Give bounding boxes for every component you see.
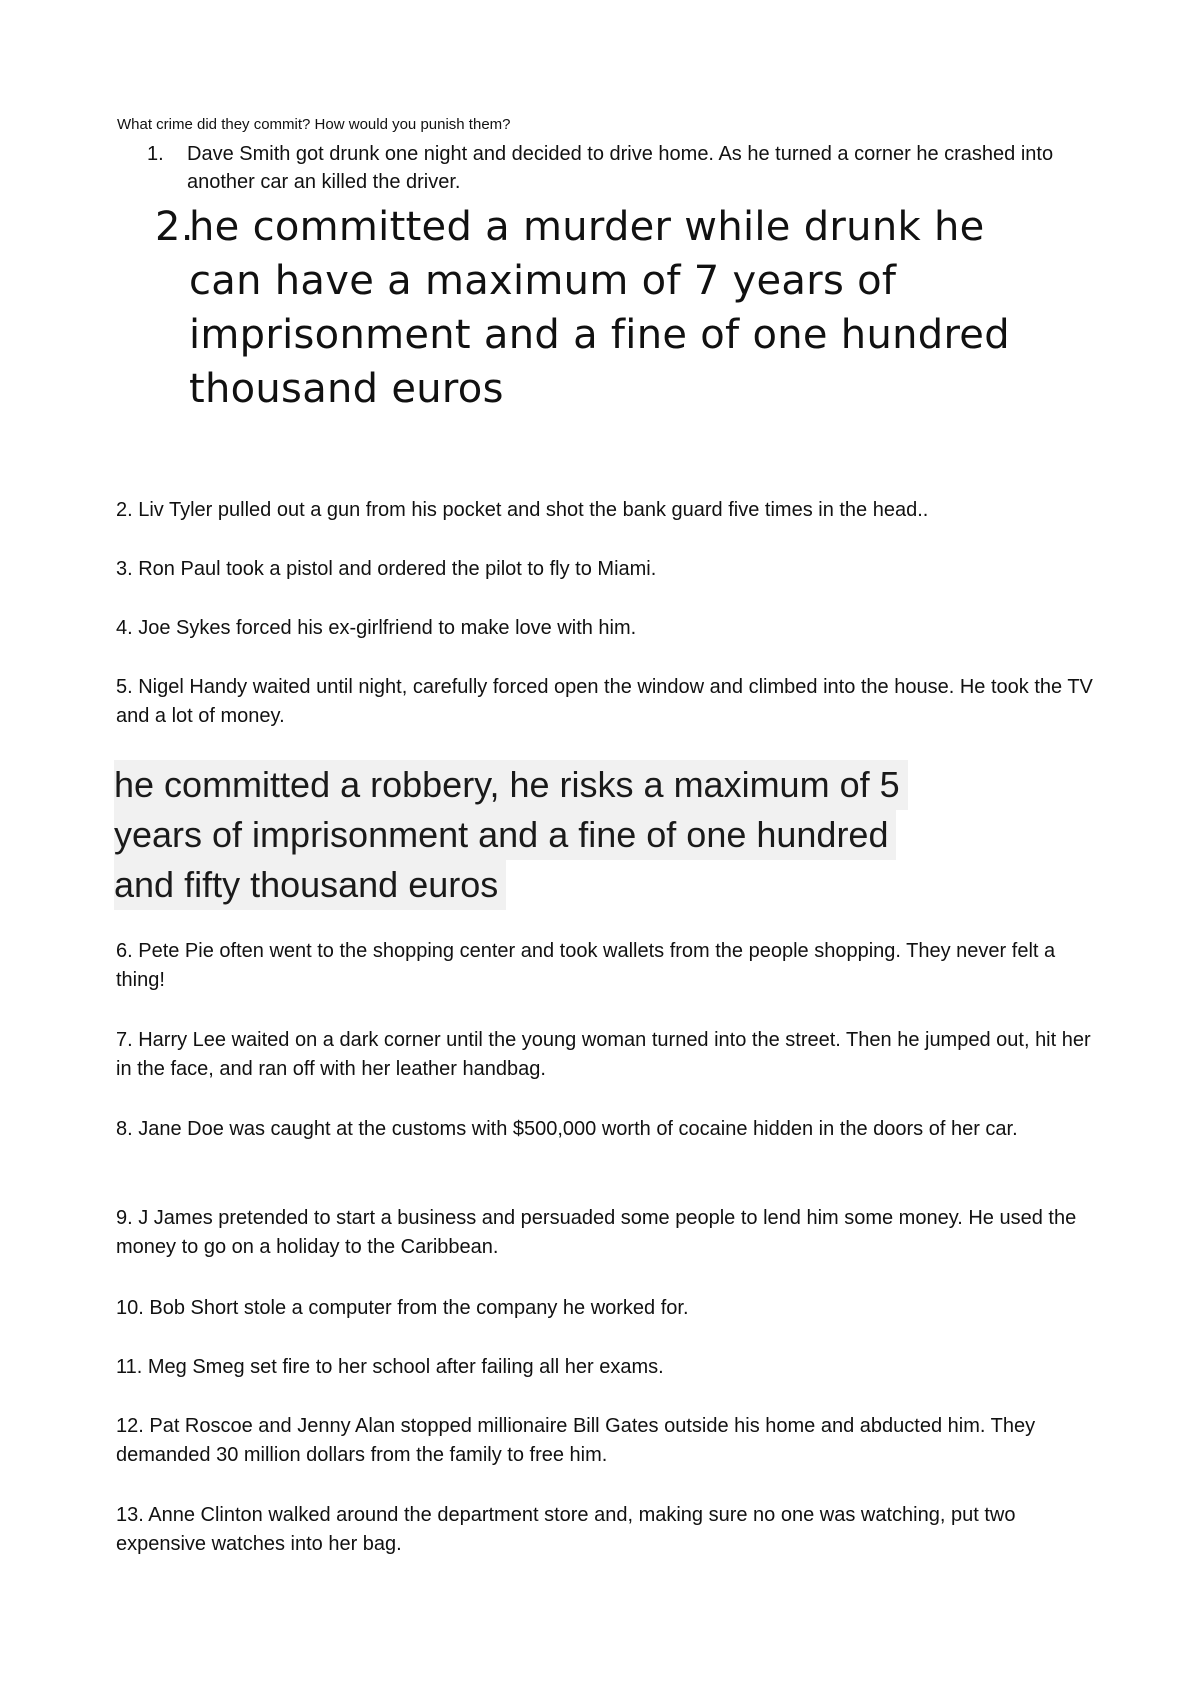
question-11: 11. Meg Smeg set fire to her school after failing all her exams. [116,1356,664,1378]
answer-5-line-3: and fifty thousand euros [114,860,506,910]
answer-5-line-2: years of imprisonment and a fine of one hundred [114,810,896,860]
list-item-2-text: he committed a murder while drunk he can have a maximum of 7 years of imprisonment and a fine of one hundred thousand euros [189,204,1010,412]
question-7: 7. Harry Lee waited on a dark corner until the young woman turned into the street. Then he jumped out, hit her in the face, and ran off with her leather handbag. [116,1029,1091,1080]
question-13: 13. Anne Clinton walked around the department store and, making sure no one was watching, put two expensive watches into her bag. [116,1504,1016,1555]
question-8: 8. Jane Doe was caught at the customs with $500,000 worth of cocaine hidden in the doors of her car. [116,1118,1018,1140]
question-4: 4. Joe Sykes forced his ex-girlfriend to make love with him. [116,617,637,639]
question-6: 6. Pete Pie often went to the shopping center and took wallets from the people shopping. They never felt a thing! [116,940,1056,991]
question-3: 3. Ron Paul took a pistol and ordered the pilot to fly to Miami. [116,558,657,580]
list-item-1-number: 1. [147,143,164,165]
question-10: 10. Bob Short stole a computer from the company he worked for. [116,1297,689,1319]
answer-question-5 [114,760,1074,910]
list-item-1-text: Dave Smith got drunk one night and decided to drive home. As he turned a corner he crashed into another car an killed the driver. [187,143,1054,193]
question-12: 12. Pat Roscoe and Jenny Alan stopped millionaire Bill Gates outside his home and abducted him. They demanded 30 million dollars from the family to free him. [116,1415,1036,1466]
question-5: 5. Nigel Handy waited until night, carefully forced open the window and climbed into the house. He took the TV and a lot of money. [116,676,1093,727]
worksheet-heading: What crime did they commit? How would you punish them? [117,116,511,133]
answer-5-line-1: he committed a robbery, he risks a maximum of 5 [114,760,908,810]
question-9: 9. J James pretended to start a business and persuaded some people to lend him some money. He used the money to go on a holiday to the Caribbean. [116,1207,1077,1258]
question-2: 2. Liv Tyler pulled out a gun from his pocket and shot the bank guard five times in the head.. [116,499,929,521]
list-item-2-number: 2. [155,204,194,250]
